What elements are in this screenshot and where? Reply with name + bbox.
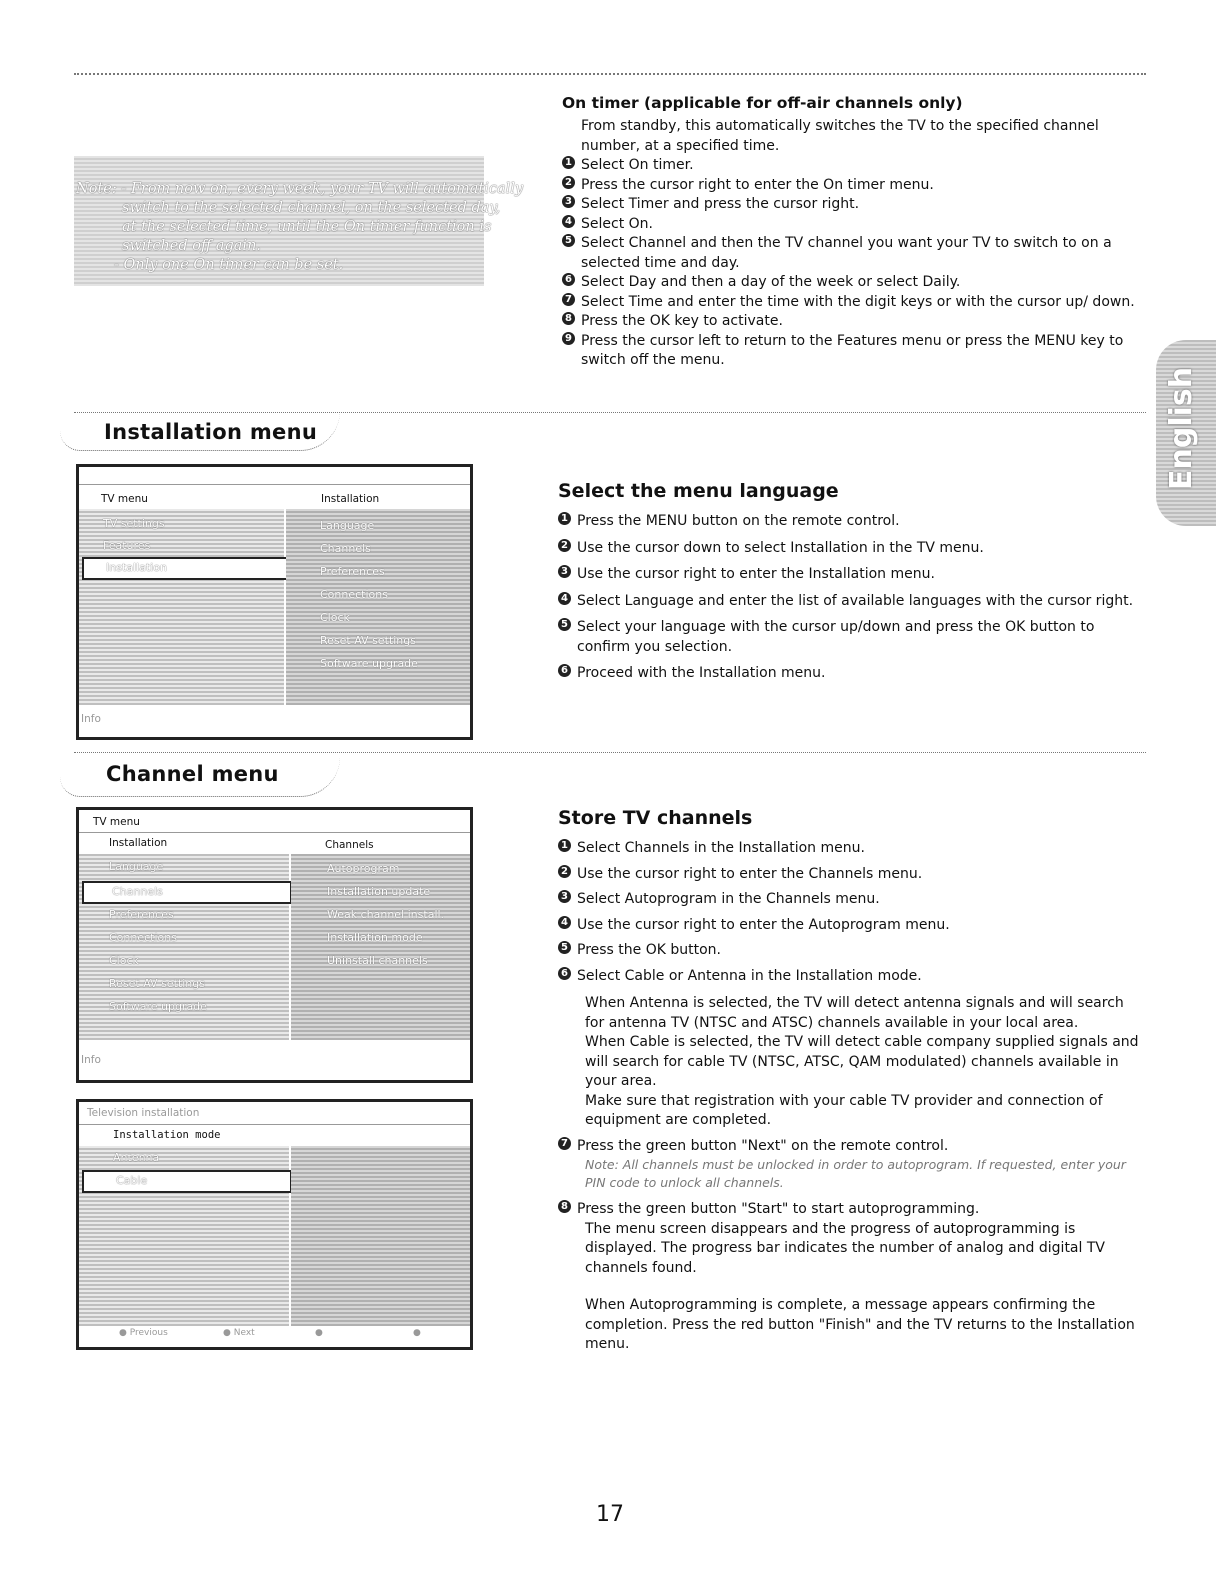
step-text: Select On timer. <box>581 157 694 173</box>
step-number-icon: 3 <box>558 565 571 578</box>
registration-paragraph: Make sure that registration with your cable TV provider and connection of equipment are completed. <box>585 1092 1103 1128</box>
screen-header-right: Channels <box>325 839 374 851</box>
step-text: Select Timer and press the cursor right. <box>581 196 860 212</box>
step-text: Select Time and enter the time with the digit keys or with the cursor up/ down. <box>581 293 1135 310</box>
note-line: switch to the selected channel, on the selected day, <box>122 200 501 216</box>
submenu-item[interactable]: Installation update <box>327 885 431 898</box>
step-number-icon: 6 <box>558 664 571 677</box>
menu-item[interactable]: TV settings <box>103 517 165 530</box>
step-item <box>562 332 1146 371</box>
menu-item[interactable]: Preferences <box>109 908 174 921</box>
step-item <box>558 890 1146 910</box>
step-item <box>562 176 1146 196</box>
submenu-item[interactable]: Channels <box>320 542 371 555</box>
green-dot-icon: ● <box>223 1328 231 1338</box>
screen-header-left: Installation <box>109 837 168 849</box>
step-text: Press the green button "Next" on the remote control. <box>577 1137 949 1154</box>
submenu-item[interactable]: Weak channel install. <box>327 908 445 921</box>
step-item <box>562 312 1146 332</box>
installation-mode-screen <box>76 1099 473 1350</box>
channel-menu-title: Channel menu <box>106 762 279 786</box>
installation-screen <box>76 464 473 740</box>
menu-item[interactable]: Antenna <box>113 1151 160 1164</box>
yellow-dot-icon[interactable]: ● <box>315 1328 323 1338</box>
select-language-section <box>558 480 1146 691</box>
cable-paragraph: When Cable is selected, the TV will detect cable company supplied signals and will search for cable TV (NTSC, ATSC, QAM modulated) channels available in your area. <box>585 1034 1139 1089</box>
note-line: Note: - From now on, every week, your TV will automatically <box>76 181 524 197</box>
right-menu-panel <box>291 1146 470 1326</box>
note-line: - Only one On timer can be set. <box>114 257 344 273</box>
next-button[interactable] <box>223 1328 255 1338</box>
top-rule <box>74 73 1146 75</box>
step-number-icon: 1 <box>558 839 571 852</box>
step-text: Use the cursor right to enter the Autoprogram menu. <box>577 916 950 933</box>
step-text: Select Autoprogram in the Channels menu. <box>577 891 880 907</box>
note-line: switched off again. <box>122 238 262 254</box>
submenu-item[interactable]: Installation mode <box>327 931 423 944</box>
on-timer-intro: From standby, this automatically switches the TV to the specified channel number, at a specified time. <box>581 118 1099 154</box>
step-number-icon: 4 <box>558 592 571 605</box>
step-text: Select On. <box>581 215 653 232</box>
next-label: Next <box>233 1328 255 1338</box>
step-item <box>562 234 1146 273</box>
step-text: Select your language with the cursor up/down and press the OK button to confirm you selection. <box>577 619 1095 655</box>
step-text: Select Channel and then the TV channel you want your TV to switch to on a selected time and day. <box>581 235 1112 271</box>
step-number-icon: 6 <box>558 967 571 980</box>
step-number-icon: 2 <box>558 865 571 878</box>
store-step-7 <box>558 1137 1146 1157</box>
menu-item[interactable]: Clock <box>109 954 139 967</box>
step-text: Press the green button "Start" to start autoprogramming. <box>577 1201 980 1217</box>
submenu-item[interactable]: Uninstall channels <box>327 954 428 967</box>
select-language-steps <box>558 512 1146 684</box>
step-number-icon: 4 <box>558 916 571 929</box>
step-item <box>558 967 1146 987</box>
step-text: Select Cable or Antenna in the Installation mode. <box>577 967 922 984</box>
step-item <box>558 512 1146 532</box>
screen-header-top: Television installation <box>87 1107 200 1119</box>
step-number-icon: 3 <box>562 195 575 208</box>
step-item <box>558 865 1146 885</box>
step-item <box>562 215 1146 235</box>
on-timer-note <box>74 156 524 286</box>
step-text: Use the cursor right to enter the Channels menu. <box>577 865 923 882</box>
screen-footer-info: Info <box>81 713 101 725</box>
selected-menu-item[interactable] <box>82 557 290 580</box>
on-timer-title: On timer (applicable for off-air channels only) <box>562 94 963 112</box>
step-item <box>558 941 1146 961</box>
step-text: Press the MENU button on the remote control. <box>577 513 900 529</box>
menu-item[interactable]: Features <box>103 539 151 552</box>
previous-label: Previous <box>129 1328 168 1338</box>
step-number-icon: 3 <box>558 890 571 903</box>
step-text: Use the cursor right to enter the Installation menu. <box>577 566 935 582</box>
step-item <box>558 664 1146 684</box>
step-number-icon: 9 <box>562 332 575 345</box>
step-number-icon: 5 <box>562 234 575 247</box>
submenu-item[interactable]: Software upgrade <box>320 657 418 670</box>
step-item <box>562 293 1146 313</box>
step-number-icon: 6 <box>562 273 575 286</box>
side-tab-label: English <box>1164 366 1199 490</box>
language-side-tab <box>1156 340 1216 526</box>
step-number-icon: 2 <box>562 176 575 189</box>
screen-rule <box>79 484 470 485</box>
step-number-icon: 8 <box>558 1200 571 1213</box>
step-item <box>558 565 1146 585</box>
submenu-item[interactable]: Preferences <box>320 565 385 578</box>
step-item <box>562 156 1146 176</box>
step-8-detail: The menu screen disappears and the progress of autoprogramming is displayed. The progress bar indicates the number of analog and digital TV channels found. <box>585 1220 1105 1276</box>
select-language-title: Select the menu language <box>558 480 839 502</box>
submenu-item[interactable]: Clock <box>320 611 350 624</box>
channels-screen <box>76 807 473 1083</box>
screen-rule <box>79 1124 470 1125</box>
step-text: Press the OK key to activate. <box>581 313 783 329</box>
selected-menu-item[interactable] <box>82 1170 292 1193</box>
step-text: Select Day and then a day of the week or select Daily. <box>581 274 961 290</box>
submenu-item[interactable]: Autoprogram <box>327 862 400 875</box>
step-number-icon: 2 <box>558 539 571 552</box>
blue-dot-icon[interactable]: ● <box>413 1328 421 1338</box>
step-text: Press the cursor left to return to the Features menu or press the MENU key to switch off the menu. <box>581 332 1124 368</box>
step-number-icon: 7 <box>558 1137 571 1150</box>
step-item <box>558 916 1146 936</box>
step-text: Proceed with the Installation menu. <box>577 665 826 681</box>
menu-item[interactable]: Software upgrade <box>109 1000 207 1013</box>
step-number-icon: 5 <box>558 618 571 631</box>
store-channels-title: Store TV channels <box>558 807 753 829</box>
red-dot-icon: ● <box>119 1328 127 1338</box>
step-number-icon: 4 <box>562 215 575 228</box>
screen-header-right: Installation <box>321 493 380 505</box>
step-item <box>562 195 1146 215</box>
note-line: at the selected time, until the On timer function is <box>122 219 492 235</box>
screen-header-top: TV menu <box>93 816 140 828</box>
completion-paragraph: When Autoprogramming is complete, a message appears confirming the completion. Press the red button "Finish" and the TV returns to the Installation menu. <box>585 1297 1135 1352</box>
menu-item[interactable]: Connections <box>109 931 177 944</box>
step-number-icon: 5 <box>558 941 571 954</box>
store-channels-steps <box>558 839 1146 986</box>
step-number-icon: 1 <box>562 156 575 169</box>
store-channels-section <box>558 807 1146 1355</box>
right-menu-panel <box>291 854 470 1040</box>
step-item <box>562 273 1146 293</box>
step-item <box>558 839 1146 859</box>
installation-menu-title: Installation menu <box>104 420 318 444</box>
step-text: Press the cursor right to enter the On timer menu. <box>581 176 934 193</box>
page-number: 17 <box>596 1502 624 1527</box>
screen-footer-info: Info <box>81 1054 101 1066</box>
step-text: Press the OK button. <box>577 942 721 958</box>
step-number-icon: 7 <box>562 293 575 306</box>
right-menu-panel <box>286 509 470 705</box>
submenu-item[interactable]: Reset AV settings <box>320 634 416 647</box>
left-menu-panel <box>79 509 284 705</box>
submenu-item[interactable]: Language <box>320 519 375 532</box>
step-number-icon: 1 <box>558 512 571 525</box>
store-step-8 <box>558 1200 1146 1220</box>
screen-header-left: Installation mode <box>113 1129 221 1141</box>
step-item <box>558 539 1146 559</box>
previous-button[interactable] <box>119 1328 168 1338</box>
on-timer-steps <box>562 156 1146 371</box>
menu-item[interactable]: Language <box>109 860 164 873</box>
step-number-icon: 8 <box>562 312 575 325</box>
menu-item-label: Installation <box>106 561 167 574</box>
submenu-item[interactable]: Connections <box>320 588 388 601</box>
antenna-paragraph: When Antenna is selected, the TV will detect antenna signals and will search for antenna TV (NTSC and ATSC) channels available in your local area. <box>585 995 1124 1031</box>
step-text: Select Language and enter the list of available languages with the cursor right. <box>577 592 1134 609</box>
step-text: Use the cursor down to select Installation in the TV menu. <box>577 539 984 556</box>
menu-item-label: Channels <box>112 885 163 898</box>
menu-item-label: Cable <box>116 1174 148 1187</box>
screen-rule <box>79 832 470 833</box>
step-item <box>558 592 1146 612</box>
selected-menu-item[interactable] <box>82 881 292 904</box>
screen-header-left: TV menu <box>101 493 148 505</box>
step-item <box>558 618 1146 657</box>
step-7-note: Note: All channels must be unlocked in order to autoprogram. If requested, enter your PIN code to unlock all channels. <box>585 1157 1126 1190</box>
menu-item[interactable]: Reset AV settings <box>109 977 205 990</box>
step-text: Select Channels in the Installation menu. <box>577 840 865 856</box>
on-timer-section <box>562 94 1146 371</box>
